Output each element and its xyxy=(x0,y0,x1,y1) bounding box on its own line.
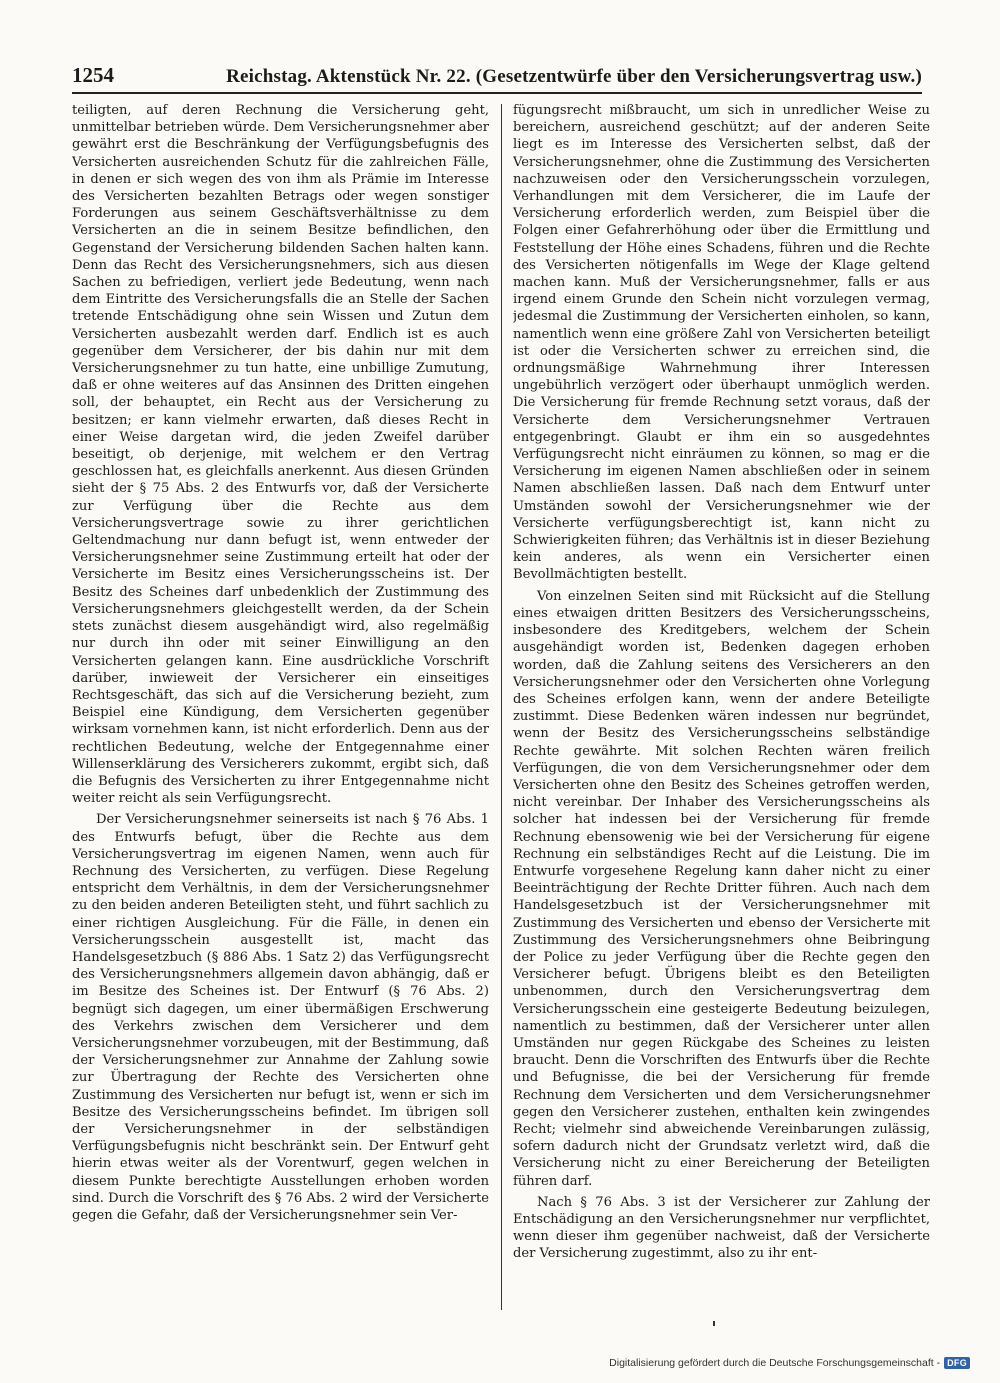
footer-credit-text: Digitalisierung gefördert durch die Deutsche Forschungsgemeinschaft - xyxy=(609,1357,941,1369)
left-column xyxy=(72,102,489,1312)
text-columns xyxy=(72,102,930,1312)
right-paragraph-3: Nach § 76 Abs. 3 ist der Versicherer zur Zahlung der Entschädigung an den Versicherungsnehmer nur verpflichtet, wenn dieser ihm gegenüber nachweist, daß der Versicherte der Versicherung zugestimmt, also zu ihr ent- xyxy=(513,1194,930,1262)
right-paragraph-2: Von einzelnen Seiten sind mit Rücksicht auf die Stellung eines etwaigen dritten Besitzers des Versicherungsscheins, insbesondere des Kreditgebers, welchem der Schein ausgehändigt worden ist, Bedenken dagegen erhoben worden, daß die Zahlung seitens des Versicherers an den Versicherungsnehmer oder den Versicherten ohne Vorlegung des Scheines erfolgen kann, wenn der andere Beteiligte zustimmt. Diese Bedenken wären indessen nur begründet, wenn der Besitz des Versicherungsscheins selbständige Rechte gewährte. Mit solchen Rechten wären freilich Verfügungen, die von dem Versicherungsnehmer oder dem Versicherten ohne den Besitz des Scheines getroffen werden, nicht vereinbar. Der Inhaber des Versicherungsscheins als solcher hat indessen bei der Versicherung für fremde Rechnung ebensowenig wie bei der Versicherung für eigene Rechnung ein selbständiges Recht auf die Leistung. Die im Entwurfe vorgesehene Regelung kann daher nicht zu einer Beeinträchtigung der Rechte Dritter führen. Auch nach dem Handelsgesetzbuch ist der Versicherungsnehmer mit Zustimmung des Versicherten und ebenso der Versicherte mit Zustimmung des Versicherungsnehmers ohne Beibringung der Police zu jeder Verfügung über die Rechte gegen den Versicherer befugt. Übrigens bleibt es den Beteiligten unbenommen, durch den Versicherungsvertrag dem Versicherungsschein eine gesteigerte Bedeutung beizulegen, namentlich zu bestimmen, daß der Versicherer unter allen Umständen nur gegen Rückgabe des Scheines zu leisten braucht. Denn die Vorschriften des Entwurfs über die Rechte und Befugnisse, die bei der Versicherung für fremde Rechnung dem Versicherten und dem Versicherungsnehmer gegen den Versicherer zustehen, enthalten kein zwingendes Recht; vielmehr sind abweichende Vereinbarungen zulässig, sofern dadurch nicht der Grundsatz verletzt wird, daß die Versicherung nicht zu einer Bereicherung der Beteiligten führen darf. xyxy=(513,588,930,1189)
digitization-footer xyxy=(609,1357,970,1369)
right-column xyxy=(513,102,930,1312)
running-head-title: Reichstag. Aktenstück Nr. 22. (Gesetzentwürfe über den Versicherungsvertrag usw.) xyxy=(226,66,922,87)
left-paragraph-1: teiligten, auf deren Rechnung die Versicherung geht, unmittelbar betrieben würde. Dem Versicherungsnehmer aber gewährt erst die Beschränkung der Verfügungsbefugnis des Versicherten ausreichenden Schutz für die zahlreichen Fälle, in denen er sich wegen des von ihm als Prämie im Interesse des Versicherten bezahlten Betrags oder wegen sonstiger Forderungen aus seinem Geschäftsverhältnisse zu dem Versicherten an die in seinem Besitze befindlichen, den Gegenstand der Versicherung bildenden Sachen halten kann. Denn das Recht des Versicherungsnehmers, sich aus diesen Sachen zu befriedigen, verliert jede Bedeutung, wenn nach dem Eintritte des Versicherungsfalls die an Stelle der Sachen tretende Entschädigung ohne sein Wissen und Zutun dem Versicherten ausbezahlt werden darf. Endlich ist es auch gegenüber dem Versicherer, der bis dahin nur mit dem Versicherungsnehmer zu tun hatte, eine unbillige Zumutung, daß er ohne weiteres auf das Ansinnen des Dritten eingehen soll, der behauptet, ein Recht aus der Versicherung zu besitzen; er kann vielmehr erwarten, daß dieses Recht in einer Weise dargetan wird, die jeden Zweifel darüber beseitigt, ob derjenige, mit welchem er den Vertrag geschlossen hat, es gleichfalls anerkennt. Aus diesen Gründen sieht der § 75 Abs. 2 des Entwurfs vor, daß der Versicherte zur Verfügung über die Rechte aus dem Versicherungsvertrage sowie zu ihrer gerichtlichen Geltendmachung nur dann befugt ist, wenn entweder der Versicherungsnehmer seine Zustimmung erteilt hat oder der Versicherte im Besitz eines Versicherungsscheins ist. Der Besitz des Scheines darf unbedenklich der Zustimmung des Versicherungsnehmers gleichgestellt werden, da der Schein stets zunächst diesem ausgehändigt wird, also regelmäßig nur durch ihn oder mit seiner Einwilligung an den Versicherten gelangen kann. Eine ausdrückliche Vorschrift darüber, inwieweit der Versicherer ein einseitiges Rechtsgeschäft, das sich auf die Versicherung bezieht, zum Beispiel eine Kündigung, dem Versicherten gegenüber wirksam vornehmen kann, ist nicht erforderlich. Denn aus der rechtlichen Bedeutung, welche der Entgegennahme einer Willenserklärung des Versicherers zukommt, ergibt sich, daß die Befugnis des Versicherten zu ihrer Entgegennahme nicht weiter reicht als sein Verfügungsrecht. xyxy=(72,103,489,807)
running-header xyxy=(72,58,922,94)
left-paragraph-2: Der Versicherungsnehmer seinerseits ist nach § 76 Abs. 1 des Entwurfs befugt, über die Rechte aus dem Versicherungsvertrag im eigenen Namen, wenn auch für Rechnung des Versicherten, zu verfügen. Diese Regelung entspricht dem Verhältnis, in dem der Versicherungsnehmer zu den beiden anderen Beteiligten steht, und führt sachlich zu einer richtigen Ausgleichung. Für die Fälle, in denen ein Versicherungsschein ausgestellt ist, macht das Handelsgesetzbuch (§ 886 Abs. 1 Satz 2) das Verfügungsrecht des Versicherungsnehmers allgemein davon abhängig, daß er im Besitze des Scheines ist. Der Entwurf (§ 76 Abs. 2) begnügt sich dagegen, um einer übermäßigen Erschwerung des Verkehrs zwischen dem Versicherer und dem Versicherungsnehmer vorzubeugen, mit der Bestimmung, daß der Versicherungsnehmer zur Annahme der Zahlung sowie zur Übertragung der Rechte des Versicherten ohne Zustimmung des Versicherten nur befugt ist, wenn er sich im Besitze des Versicherungsscheins befindet. Im übrigen soll der Versicherungsnehmer in der selbständigen Verfügungsbefugnis nicht beschränkt sein. Der Entwurf geht hierin etwas weiter als der Vorentwurf, gegen welchen in diesem Punkte berechtigte Ausstellungen erhoben worden sind. Durch die Vorschrift des § 76 Abs. 2 wird der Versicherte gegen die Gefahr, daß der Versicherungsnehmer sein Ver- xyxy=(72,812,489,1223)
stray-ink-mark xyxy=(713,1321,715,1326)
right-paragraph-1: fügungsrecht mißbraucht, um sich in unredlicher Weise zu bereichern, ausreichend geschützt; auf der anderen Seite liegt es im Interesse des Versicherten selbst, daß der Versicherungsnehmer, ohne die Zustimmung des Versicherten nachzuweisen oder den Versicherungsschein vorzulegen, Verhandlungen mit dem Versicherer, die im Laufe der Versicherung erforderlich werden, zum Beispiel über die Folgen einer Gefahrerhöhung oder über die Ermittlung und Feststellung der Höhe eines Schadens, führen und die Rechte des Versicherten nötigenfalls im Wege der Klage geltend machen kann. Muß der Versicherungsnehmer, falls er aus irgend einem Grunde den Schein nicht vorzulegen vermag, jedesmal die Zustimmung der Versicherten einholen, so kann, namentlich wenn eine größere Zahl von Versicherten beteiligt ist oder die Versicherten schwer zu erreichen sind, die ordnungsmäßige Wahrnehmung ihrer Interessen ungebührlich verzögert oder überhaupt unmöglich werden. Die Versicherung für fremde Rechnung setzt voraus, daß der Versicherte dem Versicherungsnehmer Vertrauen entgegenbringt. Glaubt er ihm ein so ausgedehntes Verfügungsrecht nicht einräumen zu können, so mag er die Versicherung im eigenen Namen abschließen oder in seinem Namen abschließen lassen. Daß nach dem Entwurf unter Umständen sowohl der Versicherungsnehmer wie der Versicherte verfügungsberechtigt ist, kann nicht zu Schwierigkeiten führen; das Verhältnis ist in dieser Beziehung kein anderes, als wenn ein Versicherter einen Bevollmächtigten bestellt. xyxy=(513,103,930,583)
column-divider xyxy=(501,104,502,1310)
page-number: 1254 xyxy=(72,63,114,87)
dfg-logo: DFG xyxy=(944,1357,970,1369)
